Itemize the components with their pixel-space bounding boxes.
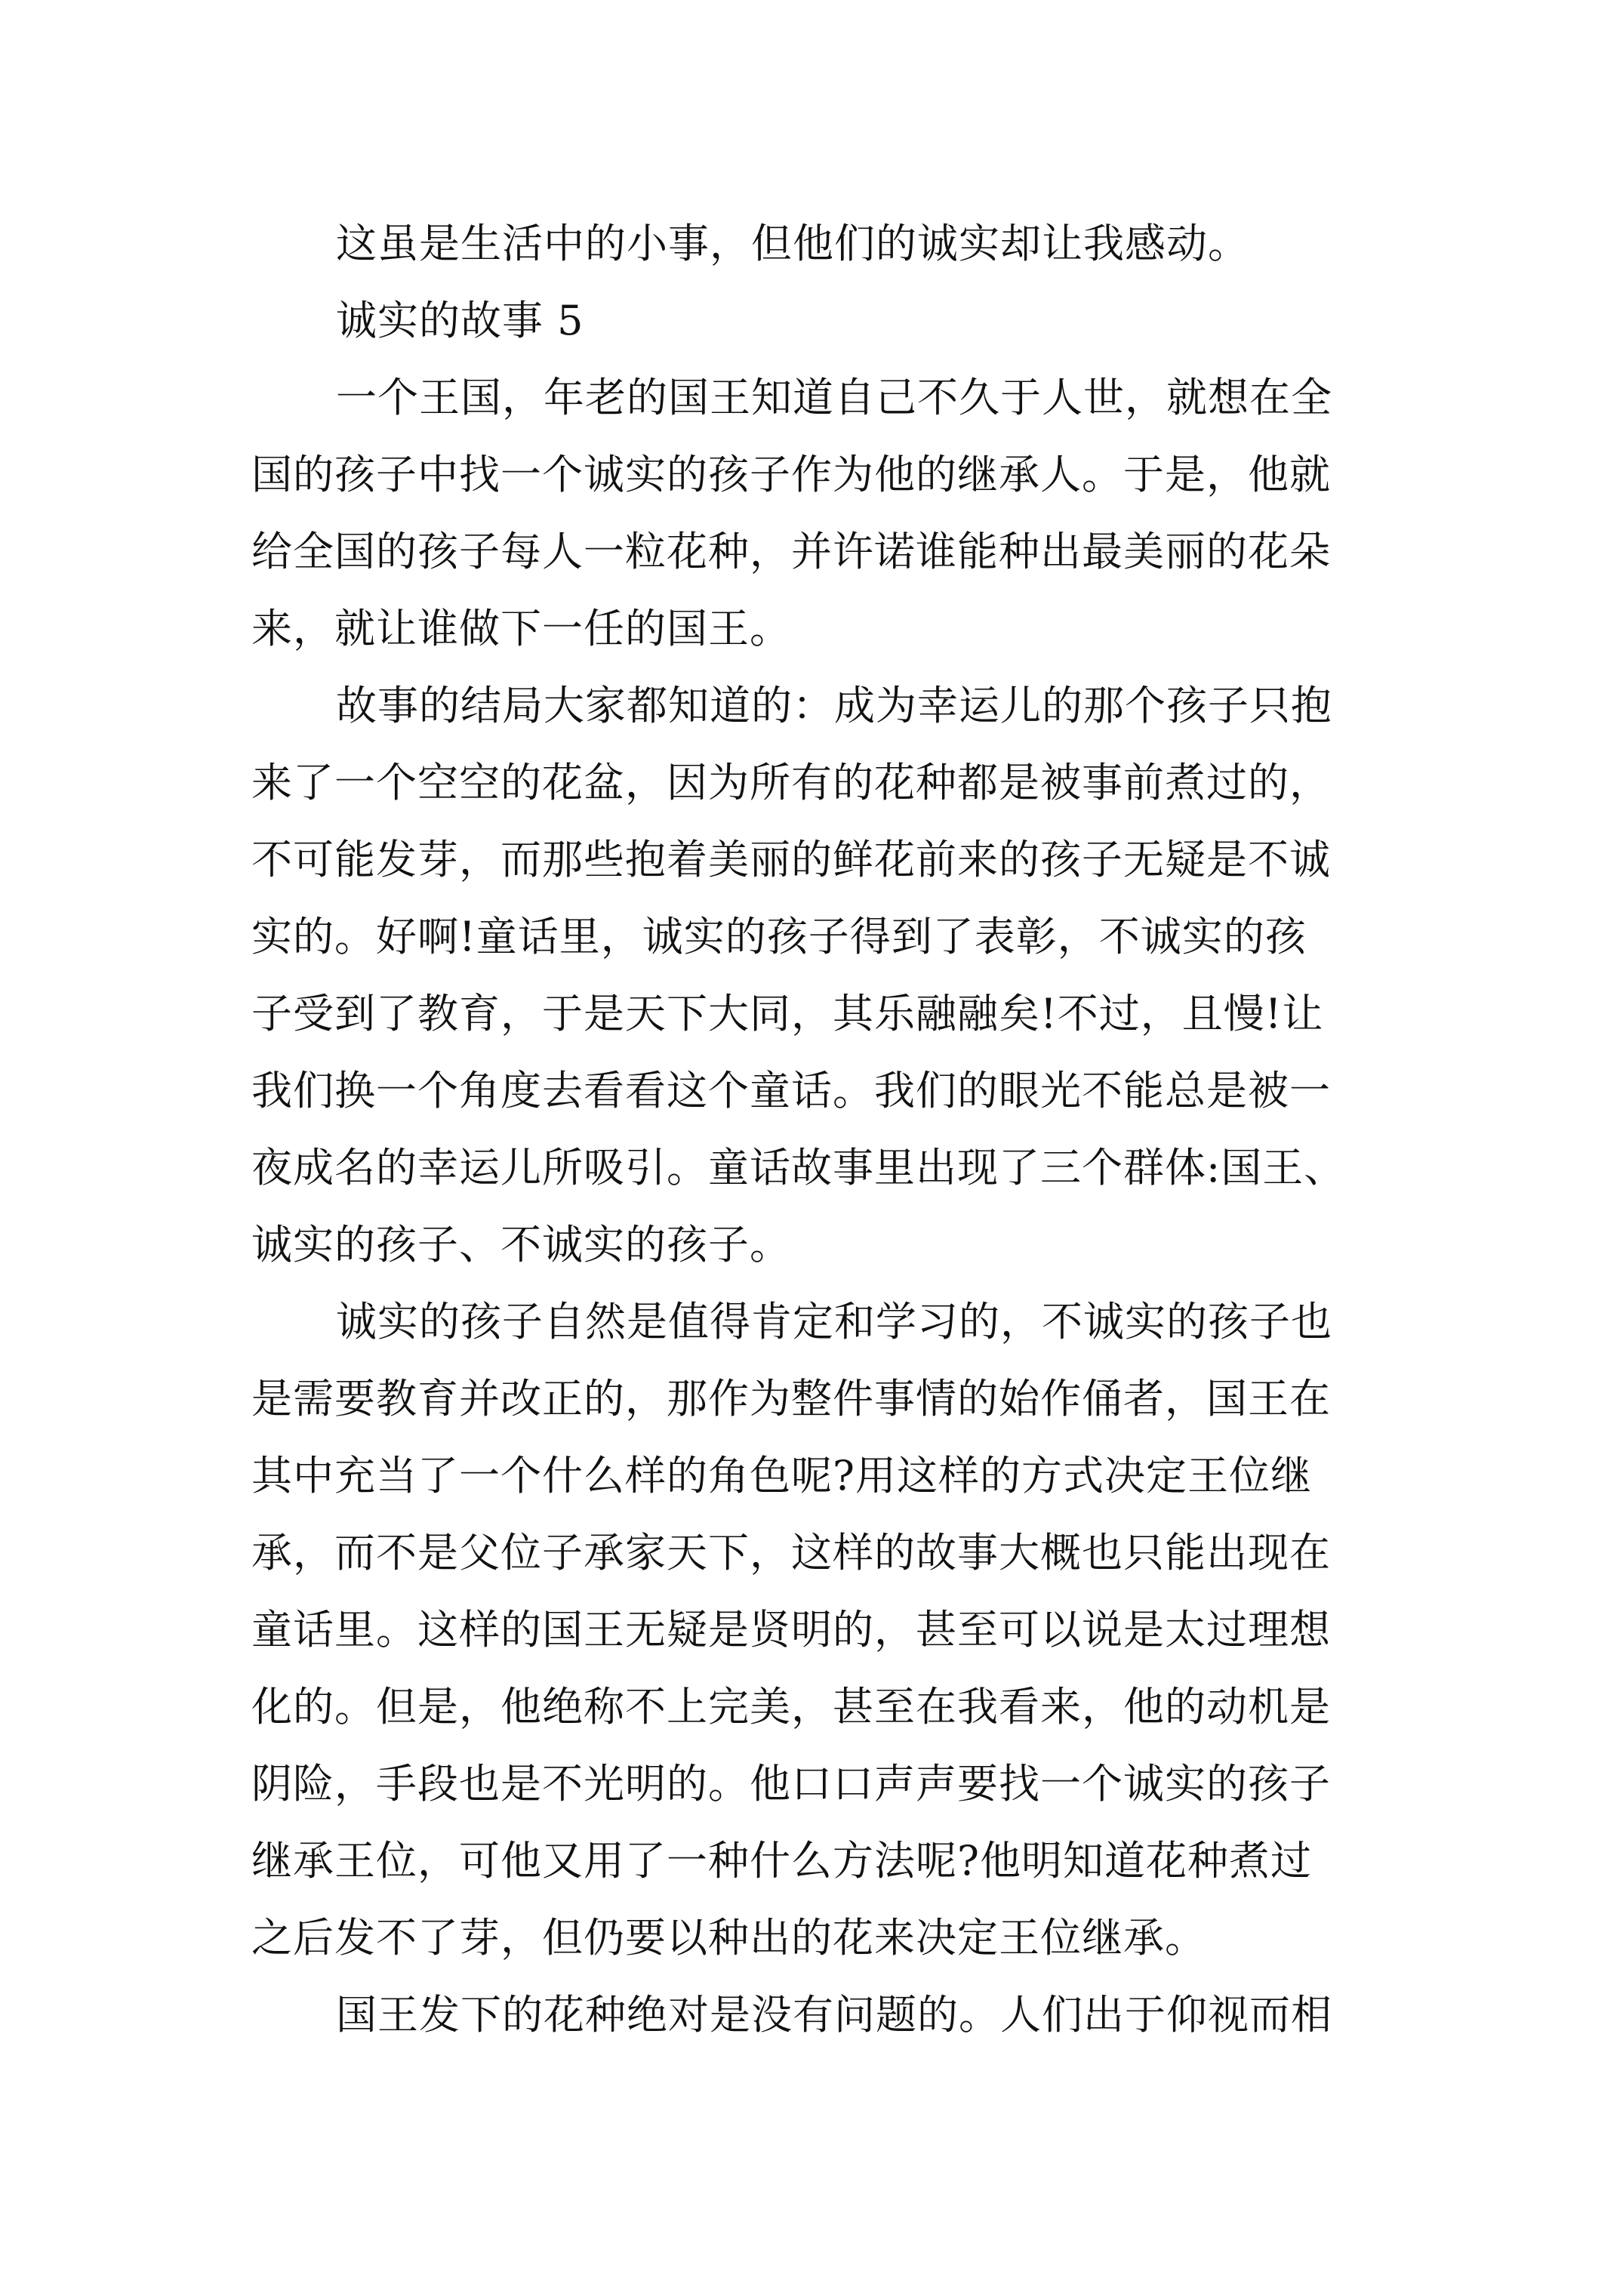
text-line: 诚实的孩子自然是值得肯定和学习的，不诚实的孩子也	[336, 1298, 1332, 1345]
section-heading: 诚实的故事 5	[336, 297, 584, 344]
text-line: 化的。但是，他绝称不上完美，甚至在我看来，他的动机是	[251, 1683, 1331, 1730]
document-body	[251, 205, 1384, 2054]
text-line: 其中充当了一个什么样的角色呢?用这样的方式决定王位继	[251, 1452, 1312, 1499]
text-line: 来了一个空空的花盆，因为所有的花种都是被事前煮过的，	[251, 759, 1331, 806]
text-line: 国的孩子中找一个诚实的孩子作为他的继承人。于是，他就	[251, 451, 1331, 498]
text-line: 一个王国，年老的国王知道自己不久于人世，就想在全	[336, 374, 1332, 421]
text-line: 夜成名的幸运儿所吸引。童话故事里出现了三个群体:国王、	[251, 1144, 1346, 1191]
text-line: 继承王位，可他又用了一种什么方法呢?他明知道花种煮过	[251, 1837, 1312, 1885]
text-line: 诚实的孩子、不诚实的孩子。	[251, 1221, 791, 1268]
text-line: 给全国的孩子每人一粒花种，并许诺谁能种出最美丽的花朵	[251, 528, 1331, 575]
text-line: 故事的结局大家都知道的：成为幸运儿的那个孩子只抱	[336, 682, 1332, 729]
text-line: 这虽是生活中的小事，但他们的诚实却让我感动。	[336, 220, 1249, 267]
text-line: 是需要教育并改正的，那作为整件事情的始作俑者，国王在	[251, 1375, 1331, 1422]
text-line: 阴险，手段也是不光明的。他口口声声要找一个诚实的孩子	[251, 1760, 1331, 1808]
text-line: 童话里。这样的国王无疑是贤明的，甚至可以说是太过理想	[251, 1606, 1331, 1653]
text-line: 承，而不是父位子承家天下，这样的故事大概也只能出现在	[251, 1529, 1331, 1576]
text-line: 国王发下的花种绝对是没有问题的。人们出于仰视而相	[336, 1991, 1332, 2039]
text-line: 实的。好啊!童话里，诚实的孩子得到了表彰，不诚实的孩	[251, 913, 1307, 960]
text-line: 不可能发芽，而那些抱着美丽的鲜花前来的孩子无疑是不诚	[251, 836, 1331, 883]
text-line: 我们换一个角度去看看这个童话。我们的眼光不能总是被一	[251, 1067, 1331, 1114]
text-line: 子受到了教育，于是天下大同，其乐融融矣!不过，且慢!让	[251, 990, 1324, 1037]
text-line: 来，就让谁做下一任的国王。	[251, 605, 791, 652]
text-line: 之后发不了芽，但仍要以种出的花来决定王位继承。	[251, 1914, 1206, 1962]
